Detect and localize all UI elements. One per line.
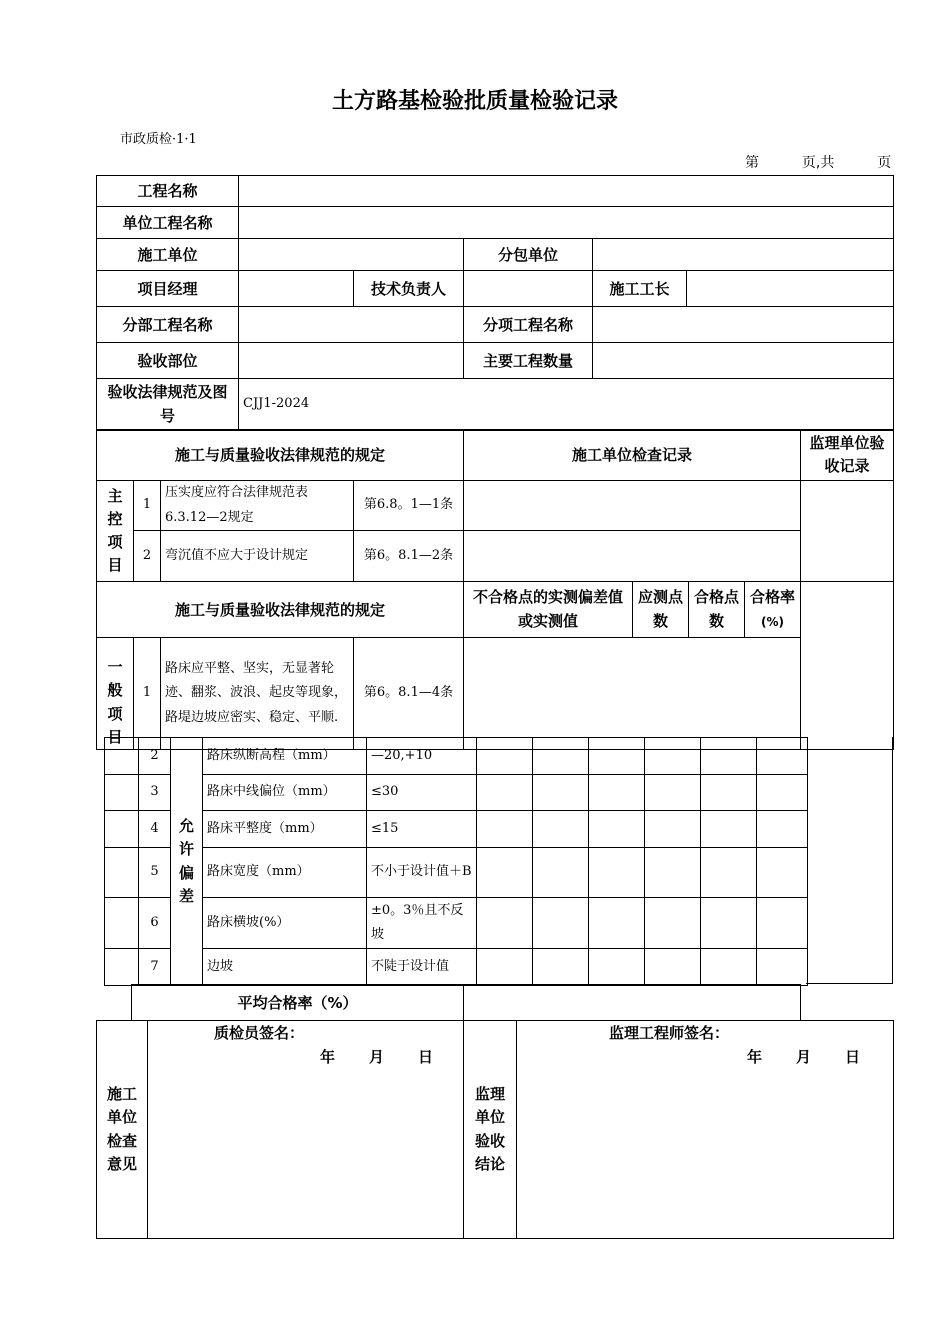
label-project-name: 工程名称 [97,176,239,207]
right-opinion-cell[interactable] [517,1021,894,1239]
main-header-supervisor: 监理单位验收记录 [801,430,894,481]
general-header-rate [745,582,801,638]
tolerance-row-no: 7 [139,949,171,986]
tolerance-cell[interactable] [477,898,533,949]
tolerance-table [104,737,808,986]
tolerance-cell[interactable] [701,949,757,986]
main-row-clause: 第6.8。1—1条 [354,481,464,531]
tolerance-cell[interactable] [477,775,533,811]
tolerance-row-name: 路床纵断高程（mm） [203,738,367,775]
label-tech-lead: 技术负责人 [354,271,464,307]
tolerance-cell[interactable] [757,949,808,986]
tolerance-row-no: 2 [139,738,171,775]
tolerance-blank [105,848,139,898]
tolerance-cell[interactable] [477,848,533,898]
tolerance-blank [105,949,139,986]
label-unit-project-name: 单位工程名称 [97,207,239,239]
tolerance-cell[interactable] [701,848,757,898]
field-foreman[interactable] [687,271,894,307]
tolerance-cell[interactable] [477,811,533,848]
tolerance-cell[interactable] [477,738,533,775]
tolerance-cell[interactable] [701,738,757,775]
tolerance-label: 允许偏差 [171,738,203,986]
label-main-quantity: 主要工程数量 [464,343,593,379]
label-accept-part: 验收部位 [97,343,239,379]
tolerance-cell[interactable] [589,775,645,811]
tolerance-cell[interactable] [589,738,645,775]
main-supervisor-cell[interactable] [801,481,894,582]
rate-label: 合格率 [750,588,796,607]
general-items-label: 一般项目 [97,638,134,750]
tolerance-row-limit: ≤30 [367,775,477,811]
tolerance-cell[interactable] [533,738,589,775]
tolerance-cell[interactable] [757,898,808,949]
right-sign-label: 监理工程师签名： [609,1024,730,1042]
page-ye: 页 [877,155,892,171]
field-norm[interactable]: CJJ1-2024 [239,379,894,431]
tolerance-cell[interactable] [477,949,533,986]
tolerance-cell[interactable] [589,898,645,949]
form-code: 市政质检·1·1 [120,132,197,147]
tolerance-cell[interactable] [533,949,589,986]
info-table [96,175,894,431]
label-project-manager: 项目经理 [97,271,239,307]
label-subcontract-unit: 分包单位 [464,239,593,271]
main-items-table [96,429,894,582]
tolerance-cell[interactable] [645,898,701,949]
field-main-quantity[interactable] [593,343,894,379]
tolerance-row-name: 路床中线偏位（mm） [203,775,367,811]
general-supervisor-cell[interactable] [801,582,894,750]
main-header-check: 施工单位检查记录 [464,430,801,481]
tolerance-row-no: 6 [139,898,171,949]
main-row-check[interactable] [464,481,801,531]
rate-unit: (%) [761,614,785,629]
tolerance-cell[interactable] [645,811,701,848]
tolerance-cell[interactable] [701,898,757,949]
page-di: 第 [745,155,759,171]
main-row-desc: 弯沉值不应大于设计规定 [161,531,354,582]
general-items-header-table [96,581,894,750]
tolerance-row-no: 5 [139,848,171,898]
field-subitem-name[interactable] [593,307,894,343]
tolerance-cell[interactable] [533,775,589,811]
tolerance-blank [105,811,139,848]
field-construction-unit[interactable] [239,239,464,271]
tolerance-row-name: 边坡 [203,949,367,986]
right-date [747,1045,889,1069]
field-accept-part[interactable] [239,343,464,379]
left-sign-label: 质检员签名： [214,1024,305,1042]
date-year: 年 [747,1048,763,1066]
right-opinion-label: 监理单位验收结论 [464,1021,517,1239]
label-construction-unit: 施工单位 [97,239,239,271]
label-division-name: 分部工程名称 [97,307,239,343]
general-header-should: 应测点数 [633,582,689,638]
tolerance-row-name: 路床横坡(%） [203,898,367,949]
label-foreman: 施工工长 [593,271,687,307]
tolerance-row-limit: 不陡于设计值 [367,949,477,986]
general-row1-check[interactable] [464,638,801,750]
general-row1-desc: 路床应平整、坚实，无显著轮迹、翻浆、波浪、起皮等现象，路堤边坡应密实、稳定、平顺. [161,638,354,750]
avg-rate-table [131,984,801,1021]
general-row1-no: 1 [134,638,161,750]
tolerance-cell[interactable] [589,949,645,986]
avg-rate-value[interactable] [464,985,801,1021]
page-number [745,152,891,172]
tolerance-cell[interactable] [645,738,701,775]
field-subcontract-unit[interactable] [593,239,894,271]
main-items-label: 主控项目 [97,481,134,582]
tolerance-cell[interactable] [645,775,701,811]
tolerance-cell[interactable] [589,848,645,898]
tolerance-row-limit: —20,+10 [367,738,477,775]
main-row-clause: 第6。8.1—2条 [354,531,464,582]
main-row-no: 1 [134,481,161,531]
tolerance-blank [105,738,139,775]
general-header-rule: 施工与质量验收法律规范的规定 [97,582,464,638]
tolerance-cell[interactable] [533,898,589,949]
tolerance-cell[interactable] [757,848,808,898]
date-month: 月 [369,1048,385,1066]
tolerance-cell[interactable] [645,949,701,986]
tolerance-cell[interactable] [645,848,701,898]
tolerance-row-limit: ±0。3％且不反坡 [367,898,477,949]
field-unit-project-name[interactable] [239,207,894,239]
field-project-manager[interactable] [239,271,354,307]
tolerance-cell[interactable] [757,811,808,848]
tolerance-cell[interactable] [701,775,757,811]
avg-rate-label: 平均合格率（%） [132,985,464,1021]
left-opinion-label: 施工单位检查意见 [97,1021,148,1239]
tolerance-cell[interactable] [589,811,645,848]
page-ye-gong: 页,共 [801,155,835,171]
tolerance-row-limit: 不小于设计值＋B [367,848,477,898]
field-division-name[interactable] [239,307,464,343]
tolerance-cell[interactable] [533,811,589,848]
tolerance-blank [105,898,139,949]
page-title: 土方路基检验批质量检验记录 [331,89,618,114]
general-row1-clause: 第6。8.1—4条 [354,638,464,750]
tolerance-row-no: 3 [139,775,171,811]
left-opinion-cell[interactable] [148,1021,464,1239]
tolerance-cell[interactable] [757,738,808,775]
date-day: 日 [418,1048,434,1066]
date-month: 月 [796,1048,812,1066]
tolerance-cell[interactable] [757,775,808,811]
general-header-ok: 合格点数 [689,582,745,638]
date-day: 日 [845,1048,861,1066]
date-year: 年 [320,1048,336,1066]
tolerance-cell[interactable] [701,811,757,848]
tolerance-cell[interactable] [533,848,589,898]
left-date [320,1045,459,1069]
label-norm: 验收法律规范及图号 [97,379,239,431]
field-project-name[interactable] [239,176,894,207]
signature-table [96,1020,894,1239]
tolerance-row-name: 路床平整度（mm） [203,811,367,848]
main-row-no: 2 [134,531,161,582]
tolerance-blank [105,775,139,811]
main-row-desc: 压实度应符合法律规范表6.3.12—2规定 [161,481,354,531]
main-row-check[interactable] [464,531,801,582]
tolerance-row-limit: ≤15 [367,811,477,848]
main-header-rule: 施工与质量验收法律规范的规定 [97,430,464,481]
label-subitem-name: 分项工程名称 [464,307,593,343]
tolerance-supervisor-column [806,737,893,984]
general-header-deviation: 不合格点的实测偏差值或实测值 [464,582,633,638]
tolerance-row-no: 4 [139,811,171,848]
field-tech-lead[interactable] [464,271,593,307]
tolerance-row-name: 路床宽度（mm） [203,848,367,898]
